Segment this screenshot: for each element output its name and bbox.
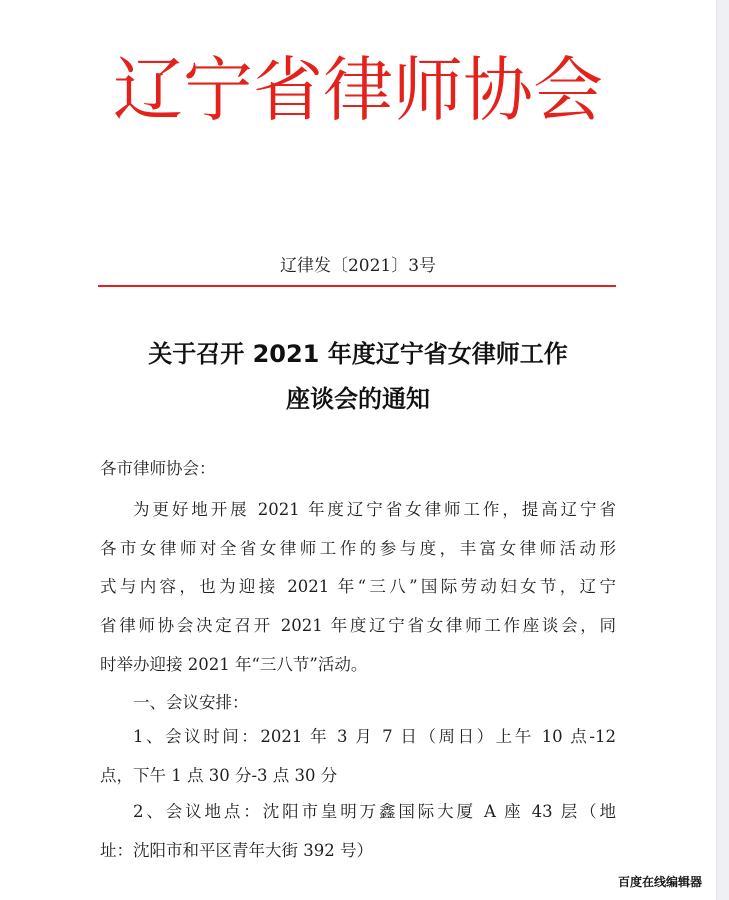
item-line: 址：沈阳市和平区青年大街 392 号） (100, 840, 373, 860)
paragraph-line: 时举办迎接 2021 年“三八节”活动。 (100, 654, 368, 674)
red-divider-line (98, 285, 616, 287)
scrollbar-track[interactable] (716, 0, 729, 900)
paragraph-line: 省律师协会决定召开 2021 年度辽宁省女律师工作座谈会，同 (100, 616, 616, 636)
meeting-time-item (100, 718, 616, 795)
title-line-2: 座谈会的通知 (286, 385, 430, 413)
section-1-heading: 一、会议安排： (133, 693, 249, 712)
intro-paragraph (100, 491, 616, 684)
meeting-location-item (100, 793, 616, 870)
organization-letterhead: 辽宁省律师协会 (113, 49, 603, 131)
title-line-1: 关于召开 2021 年度辽宁省女律师工作 (148, 340, 568, 368)
item-line: 1、会议时间：2021 年 3 月 7 日（周日）上午 10 点-12 (133, 727, 616, 746)
document-number: 辽律发〔2021〕3号 (279, 256, 437, 276)
editor-watermark: 百度在线编辑器 (617, 875, 702, 889)
paragraph-line: 为更好地开展 2021 年度辽宁省女律师工作，提高辽宁省 (133, 500, 616, 519)
paragraph-line: 式与内容，也为迎接 2021 年“三八”国际劳动妇女节，辽宁 (100, 577, 616, 597)
salutation: 各市律师协会： (100, 459, 216, 478)
item-line: 点，下午 1 点 30 分-3 点 30 分 (100, 765, 338, 785)
section-heading (100, 684, 616, 723)
document-title (0, 332, 716, 422)
paragraph-line: 各市女律师对全省女律师工作的参与度，丰富女律师活动形 (100, 538, 616, 558)
item-line: 2、会议地点：沈阳市皇明万鑫国际大厦 A 座 43 层（地 (133, 802, 616, 821)
